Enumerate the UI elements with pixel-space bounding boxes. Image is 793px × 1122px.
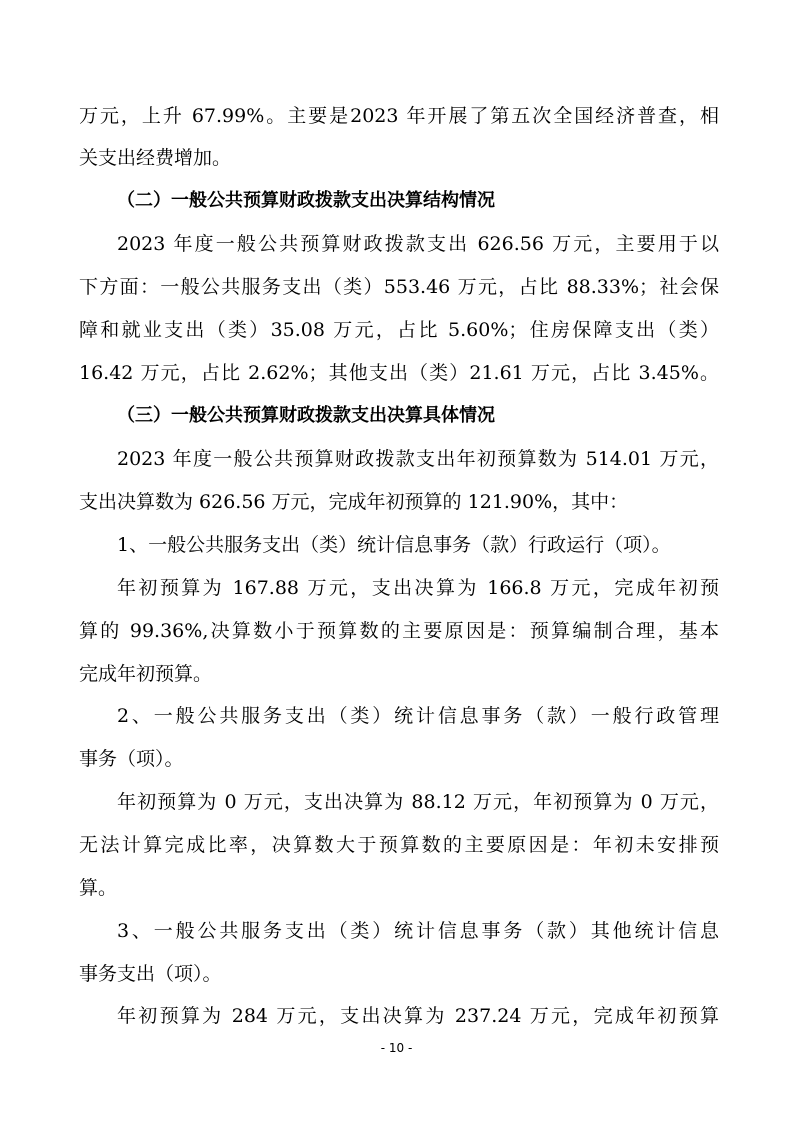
list-item-title: 3、一般公共服务支出（类）统计信息事务（款）其他统计信息 xyxy=(117,920,719,942)
paragraph-line: 算的 99.36%,决算数小于预算数的主要原因是：预算编制合理，基本 xyxy=(79,620,719,642)
list-item-title: 1、一般公共服务支出（类）统计信息事务（款）行政运行（项）。 xyxy=(117,534,671,556)
paragraph-line: 障和就业支出（类）35.08 万元，占比 5.60%；住房保障支出（类） xyxy=(79,319,719,341)
list-item-title: 事务（项）。 xyxy=(79,748,184,770)
paragraph-line: 年初预算为 167.88 万元，支出决算为 166.8 万元，完成年初预 xyxy=(117,577,719,599)
list-item-title: 事务支出（项）。 xyxy=(79,963,222,985)
paragraph-line: 万元，上升 67.99%。主要是2023 年开展了第五次全国经济普查，相 xyxy=(79,105,719,127)
paragraph-line: 年初预算为 0 万元，支出决算为 88.12 万元，年初预算为 0 万元， xyxy=(117,791,719,813)
paragraph-line: 下方面：一般公共服务支出（类）553.46 万元，占比 88.33%；社会保 xyxy=(79,276,719,298)
paragraph-line: 年初预算为 284 万元，支出决算为 237.24 万元，完成年初预算 xyxy=(117,1005,719,1027)
section-heading: （二）一般公共预算财政拨款支出决算结构情况 xyxy=(117,190,495,211)
paragraph-line: 16.42 万元，占比 2.62%；其他支出（类）21.61 万元，占比 3.45%。 xyxy=(79,362,719,384)
paragraph-line: 2023 年度一般公共预算财政拨款支出年初预算数为 514.01 万元， xyxy=(117,448,719,470)
paragraph-line: 支出决算数为 626.56 万元，完成年初预算的 121.90%，其中： xyxy=(79,491,629,513)
paragraph-line: 关支出经费增加。 xyxy=(79,147,232,169)
paragraph-line: 2023 年度一般公共预算财政拨款支出 626.56 万元，主要用于以 xyxy=(117,233,719,255)
section-heading: （三）一般公共预算财政拨款支出决算具体情况 xyxy=(117,405,495,426)
list-item-title: 2、一般公共服务支出（类）统计信息事务（款）一般行政管理 xyxy=(117,705,719,727)
paragraph-line: 无法计算完成比率，决算数大于预算数的主要原因是：年初未安排预 xyxy=(79,834,719,856)
paragraph-line: 算。 xyxy=(79,877,118,899)
paragraph-line: 完成年初预算。 xyxy=(79,663,213,685)
page-number: - 10 - xyxy=(380,1041,413,1055)
